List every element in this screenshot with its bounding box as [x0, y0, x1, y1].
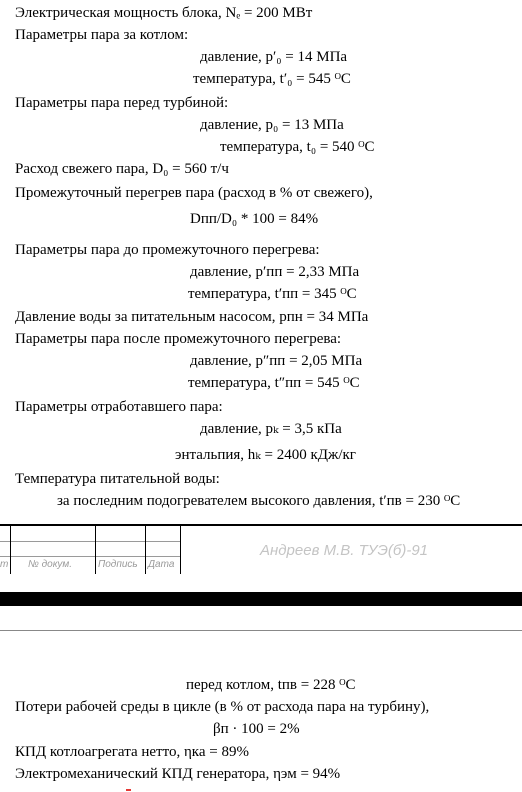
line-generator-efficiency: Электромеханический КПД генератора, ηэм = 94%	[15, 766, 341, 782]
line-before-reheat-heading: Параметры пара до промежуточного перегрева:	[15, 242, 320, 258]
line-turbine-pressure: давление, p₀ = 13 МПа	[200, 117, 344, 133]
line-after-reheat-heading: Параметры пара после промежуточного перегрева:	[15, 331, 342, 347]
formula-reheat-ratio: Dпп/D₀ * 100 = 84%	[190, 211, 319, 227]
line-fresh-steam-flow: Расход свежего пара, D₀ = 560 т/ч	[15, 161, 229, 177]
page-separator-bar	[0, 592, 522, 606]
line-working-fluid-losses: Потери рабочей среды в цикле (в % от расхода пара на турбину),	[15, 699, 430, 715]
stamp-label-cut: т	[0, 559, 9, 570]
stamp-col-line	[180, 526, 181, 574]
line-reheat-heading: Промежуточный перегрев пара (расход в % от свежего),	[15, 185, 373, 201]
stamp-col-line	[10, 526, 11, 574]
formula-losses: βп · 100 = 2%	[213, 721, 300, 737]
line-feedwater-after-hp-heater: за последним подогревателем высокого давления, t′пв = 230 ᴼC	[57, 493, 461, 509]
line-boiler-pressure: давление, p′₀ = 14 МПа	[200, 49, 348, 65]
line-feedwater-before-boiler: перед котлом, tпв = 228 ᴼC	[186, 677, 356, 693]
stamp-col-line	[95, 526, 96, 574]
stamp-label-date: Дата	[148, 559, 175, 570]
line-before-reheat-temperature: температура, t′пп = 345 ᴼC	[188, 286, 357, 302]
line-before-reheat-pressure: давление, p′пп = 2,33 МПа	[190, 264, 360, 280]
line-turbine-temperature: температура, t₀ = 540 ᴼC	[220, 139, 375, 155]
line-after-reheat-pressure: давление, p″пп = 2,05 МПа	[190, 353, 363, 369]
line-exhaust-enthalpy: энтальпия, hₖ = 2400 кДж/кг	[175, 447, 356, 463]
stamp-row-line	[0, 556, 180, 557]
line-exhaust-heading: Параметры отработавшего пара:	[15, 399, 223, 415]
stamp-label-doc-number: № докум.	[28, 559, 73, 570]
line-electric-power: Электрическая мощность блока, Nₑ = 200 МВт	[15, 5, 313, 21]
stamp-col-line	[145, 526, 146, 574]
spellcheck-mark	[126, 789, 131, 791]
line-feedwater-heading: Температура питательной воды:	[15, 471, 220, 487]
line-turbine-params-heading: Параметры пара перед турбиной:	[15, 95, 229, 111]
line-boiler-efficiency: КПД котлоагрегата нетто, ηка = 89%	[15, 744, 249, 760]
stamp-row-line	[0, 541, 180, 542]
stamp-top-border	[0, 524, 522, 526]
stamp-label-signature: Подпись	[98, 559, 138, 570]
page-top-border	[0, 630, 522, 631]
line-boiler-params-heading: Параметры пара за котлом:	[15, 27, 189, 43]
line-after-reheat-temperature: температура, t″пп = 545 ᴼC	[188, 375, 360, 391]
line-feed-pump-pressure: Давление воды за питательным насосом, pпн = 34 МПа	[15, 309, 369, 325]
line-boiler-temperature: температура, t′₀ = 545 ᴼC	[193, 71, 351, 87]
line-exhaust-pressure: давление, pₖ = 3,5 кПа	[200, 421, 342, 437]
stamp-author: Андреев М.В. ТУЭ(б)-91	[260, 542, 429, 559]
